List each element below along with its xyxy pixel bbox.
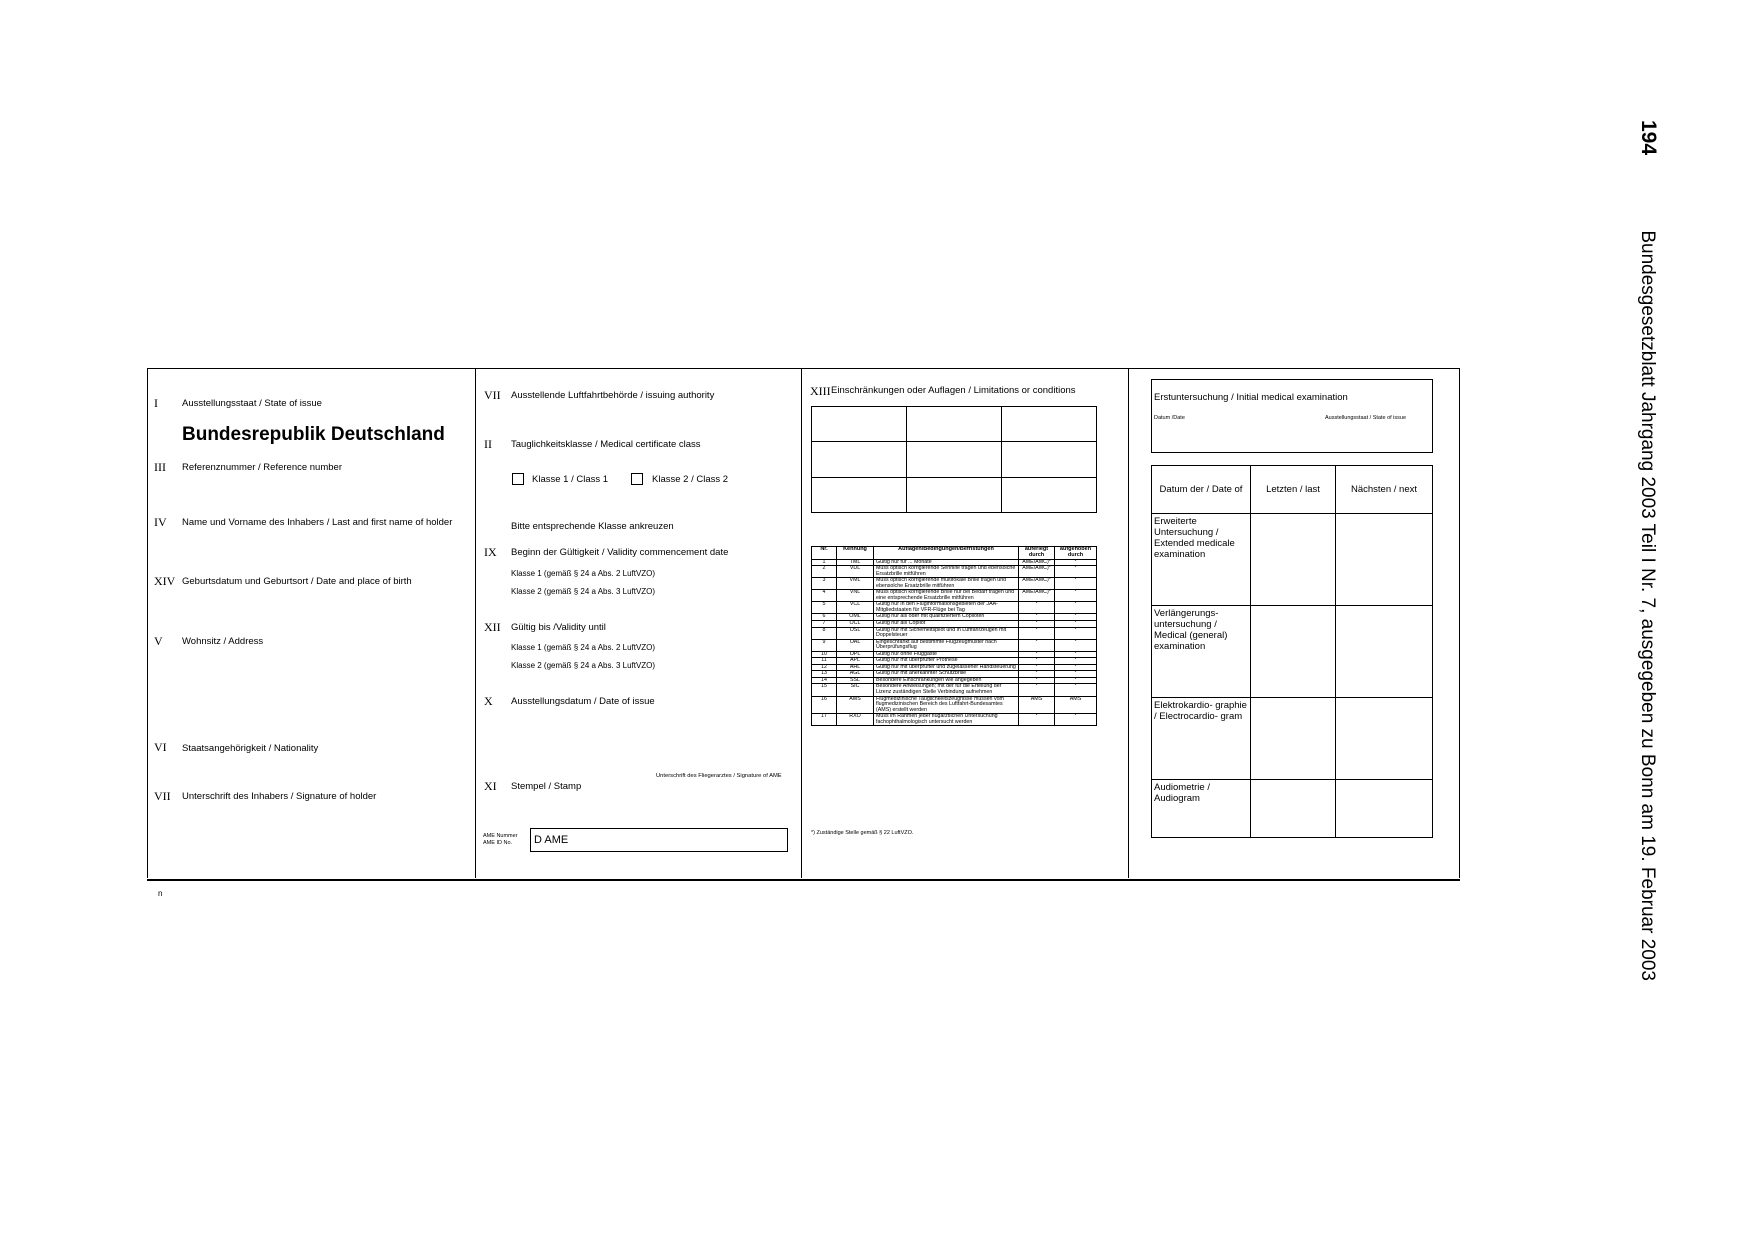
limitation-nr: 5 — [812, 602, 837, 614]
limitation-lifted-by: * — [1055, 684, 1097, 696]
limitation-row — [812, 714, 1097, 726]
initial-examination-box — [1151, 379, 1433, 453]
limitation-code: APL — [837, 658, 874, 665]
limitation-text: Eingeschränkt auf bestimmte Flugzeugmuster nach Überprüfungsflug — [874, 639, 1019, 651]
limitation-imposed-by: * — [1019, 602, 1055, 614]
limitation-code: OML — [837, 614, 874, 621]
form-right-border — [1459, 368, 1460, 878]
roman-XIII: XIII — [810, 384, 831, 398]
limitation-text: Besondere Einschränkungen wie angegeben — [874, 677, 1019, 684]
footer-mark: n — [158, 889, 163, 898]
limitation-row — [812, 578, 1097, 590]
col-last: Letzten / last — [1251, 466, 1336, 514]
limitation-text: Gültig nur als oder mit qualifiziertem Copiloten — [874, 614, 1019, 621]
limitation-text: Muss optisch korrigierende multifokale Brille tragen und ebensolche Ersatzbrille mitführen — [874, 578, 1019, 590]
limitation-text: Muss im Rahmen jeder flugärztlichen Untersuchung fachophthalmologisch untersucht werden — [874, 714, 1019, 726]
limitation-imposed-by: AME/AMC)* — [1019, 559, 1055, 566]
state-of-issue-value: Bundesrepublik Deutschland — [182, 424, 445, 445]
row-extended-exam: Erweiterte Untersuchung / Extended medicale examination — [1152, 514, 1251, 606]
limitation-nr: 17 — [812, 714, 837, 726]
limitation-text: Gültig nur in den Fluginformationsgebieten der JAA-Mitgliedstaaten für VFR-Flüge bei Tag — [874, 602, 1019, 614]
limitation-imposed-by: * — [1019, 677, 1055, 684]
limitation-nr: 6 — [812, 614, 837, 621]
limitation-row — [812, 639, 1097, 651]
audiogram-last-cell[interactable] — [1251, 780, 1336, 838]
roman-X: X — [484, 694, 493, 708]
roman-XIV: XIV — [154, 574, 176, 588]
limitation-text: Gültig nur mit überprüfter Prothese — [874, 658, 1019, 665]
holder-name-label: Name und Vorname des Inhabers / Last and first name of holder — [182, 517, 453, 528]
limitation-nr: 1 — [812, 559, 837, 566]
limitations-entry-grid — [811, 406, 1097, 513]
limitation-imposed-by: * — [1019, 684, 1055, 696]
limitation-imposed-by: * — [1019, 627, 1055, 639]
row-audiogram: Audiometrie / Audiogram — [1152, 780, 1251, 838]
ame-number-value: D AME — [534, 834, 569, 846]
limitation-imposed-by: * — [1019, 671, 1055, 678]
row-ecg: Elektrokardio- graphie / Electrocardio- gram — [1152, 698, 1251, 780]
limitation-lifted-by: * — [1055, 578, 1097, 590]
limitation-text: Gültig nur mit überprüfter und zugelassener Handsteuerung — [874, 664, 1019, 671]
limitation-lifted-by: * — [1055, 559, 1097, 566]
class-2-label: Klasse 2 / Class 2 — [652, 474, 729, 485]
limitation-cell[interactable] — [812, 407, 907, 442]
examination-table — [1151, 465, 1433, 838]
limitation-text: Gültig nur für ... Monate — [874, 559, 1019, 566]
validity-until-class-2: Klasse 2 (gemäß § 24 a Abs. 3 LuftVZO) — [511, 661, 656, 670]
limitation-nr: 10 — [812, 651, 837, 658]
limitation-cell[interactable] — [907, 407, 1002, 442]
limitation-nr: 9 — [812, 639, 837, 651]
limitation-row — [812, 696, 1097, 714]
roman-XI: XI — [484, 779, 497, 793]
general-next-cell[interactable] — [1336, 606, 1433, 698]
limitation-row — [812, 684, 1097, 696]
limitation-imposed-by: * — [1019, 658, 1055, 665]
state-of-issue-label: Ausstellungsstaat / State of issue — [182, 398, 322, 409]
limitation-text: Flugmedizinische Tauglichkeitszeugnisse müssen vom flugmedizinischen Bereich des Luftfahrt-Bundesamtes (AMS) erstellt werden — [874, 696, 1019, 714]
page-number: 194 — [1637, 120, 1660, 156]
limitation-lifted-by: * — [1055, 664, 1097, 671]
class-2-checkbox[interactable] — [631, 473, 643, 485]
ame-number-label-en: AME ID No. — [483, 840, 513, 846]
roman-VI: VI — [154, 740, 167, 754]
validity-start-class-1: Klasse 1 (gemäß § 24 a Abs. 2 LuftVZO) — [511, 569, 656, 578]
limitation-code: AHL — [837, 664, 874, 671]
limitation-nr: 7 — [812, 621, 837, 628]
stamp-label: Stempel / Stamp — [511, 781, 582, 792]
limitation-row — [812, 566, 1097, 578]
col-header-lifted: aufgehoben durch — [1055, 547, 1097, 560]
limitation-text: Gültig nur mit Sicherheitspilot und in Luftfahrzeugen mit Doppelsteuer — [874, 627, 1019, 639]
limitation-nr: 8 — [812, 627, 837, 639]
address-label: Wohnsitz / Address — [182, 636, 264, 647]
limitation-imposed-by: AME/AMC)* — [1019, 578, 1055, 590]
limitations-label: Einschränkungen oder Auflagen / Limitations or conditions — [831, 385, 1076, 396]
roman-IX: IX — [484, 545, 497, 559]
limitation-nr: 15 — [812, 684, 837, 696]
limitation-code: VDL — [837, 566, 874, 578]
limitation-code: AMS — [837, 696, 874, 714]
col-date-of: Datum der / Date of — [1152, 466, 1251, 514]
limitation-code: OPL — [837, 651, 874, 658]
col-next: Nächsten / next — [1336, 466, 1433, 514]
validity-until-class-1: Klasse 1 (gemäß § 24 a Abs. 2 LuftVZO) — [511, 643, 656, 652]
limitation-code: SIC — [837, 684, 874, 696]
limitation-imposed-by: AMS — [1019, 696, 1055, 714]
limitation-code: OAL — [837, 639, 874, 651]
limitations-code-table — [811, 546, 1097, 726]
limitation-code: AGL — [837, 671, 874, 678]
limitation-cell[interactable] — [1002, 477, 1097, 512]
limitation-nr: 11 — [812, 658, 837, 665]
limitation-code: VML — [837, 578, 874, 590]
limitation-lifted-by: * — [1055, 714, 1097, 726]
limitation-nr: 4 — [812, 590, 837, 602]
limitation-imposed-by: * — [1019, 639, 1055, 651]
limitation-lifted-by: * — [1055, 658, 1097, 665]
class-1-checkbox[interactable] — [512, 473, 524, 485]
limitation-cell[interactable] — [907, 442, 1002, 477]
audiogram-next-cell[interactable] — [1336, 780, 1433, 838]
col-header-nr: Nr. — [812, 547, 837, 560]
limitation-nr: 13 — [812, 671, 837, 678]
limitation-cell[interactable] — [1002, 407, 1097, 442]
limitation-code: RXO — [837, 714, 874, 726]
limitation-cell[interactable] — [1002, 442, 1097, 477]
date-of-issue-label: Ausstellungsdatum / Date of issue — [511, 696, 655, 707]
ecg-last-cell[interactable] — [1251, 698, 1336, 780]
limitation-lifted-by: * — [1055, 639, 1097, 651]
validity-start-label: Beginn der Gültigkeit / Validity commencement date — [511, 547, 729, 558]
limitation-lifted-by: * — [1055, 677, 1097, 684]
limitation-imposed-by: * — [1019, 664, 1055, 671]
limitation-row — [812, 627, 1097, 639]
roman-II: II — [484, 437, 492, 451]
limitation-text: Muss optisch korrigierende Brille nur bei Bedarf tragen und eine entsprechende Ersatzbrille mitführen — [874, 590, 1019, 602]
row-general-exam: Verlängerungs- untersuchung / Medical (general) examination — [1152, 606, 1251, 698]
authority-footnote: *) Zuständige Stelle gemäß § 22 LuftVZO. — [811, 830, 914, 836]
birth-label: Geburtsdatum und Geburtsort / Date and place of birth — [182, 576, 412, 587]
limitation-imposed-by: * — [1019, 621, 1055, 628]
initial-date-label: Datum /Date — [1154, 415, 1185, 421]
limitation-code: VCL — [837, 602, 874, 614]
limitation-imposed-by: * — [1019, 651, 1055, 658]
col-header-code: Kennung — [837, 547, 874, 560]
roman-V: V — [154, 634, 163, 648]
panel-divider-1 — [475, 368, 476, 878]
limitation-lifted-by: * — [1055, 671, 1097, 678]
limitation-text: Gültig nur ohne Fluggäste — [874, 651, 1019, 658]
class-1-label: Klasse 1 / Class 1 — [532, 474, 609, 485]
panel-divider-3 — [1128, 368, 1129, 878]
limitation-code: TML — [837, 559, 874, 566]
limitation-cell[interactable] — [812, 442, 907, 477]
limitation-lifted-by: * — [1055, 627, 1097, 639]
col-header-conditions: Auflagen/Bedingungen/Befristungen — [874, 547, 1019, 560]
roman-III: III — [154, 460, 166, 474]
tick-class-note: Bitte entsprechende Klasse ankreuzen — [511, 521, 674, 532]
limitation-lifted-by: AMS — [1055, 696, 1097, 714]
initial-state-label: Ausstellungsstaat / State of issue — [1325, 415, 1407, 421]
limitation-code: OCL — [837, 621, 874, 628]
limitation-text: Gültig nur als Copilot — [874, 621, 1019, 628]
col-header-imposed: auferlegt durch — [1019, 547, 1055, 560]
limitation-code: SSL — [837, 677, 874, 684]
roman-IV: IV — [154, 515, 167, 529]
form-left-border — [147, 368, 148, 878]
extended-next-cell[interactable] — [1336, 514, 1433, 606]
limitation-code: VNL — [837, 590, 874, 602]
validity-until-label: Gültig bis /Validity until — [511, 622, 606, 633]
limitation-row — [812, 602, 1097, 614]
limitation-nr: 16 — [812, 696, 837, 714]
limitation-imposed-by: AME/AMC)* — [1019, 590, 1055, 602]
limitation-nr: 3 — [812, 578, 837, 590]
ame-number-label-de: AME Nummer — [483, 833, 518, 839]
general-last-cell[interactable] — [1251, 606, 1336, 698]
panel-divider-2 — [801, 368, 802, 878]
limitation-lifted-by: * — [1055, 621, 1097, 628]
limitation-text: Muss optisch korrigierende Sehhilfe tragen und ebensolche Ersatzbrille mitführen — [874, 566, 1019, 578]
issuing-authority-label: Ausstellende Luftfahrtbehörde / issuing authority — [511, 390, 715, 401]
nationality-label: Staatsangehörigkeit / Nationality — [182, 743, 319, 754]
running-header — [1628, 120, 1668, 1020]
roman-VII-holder: VII — [154, 789, 171, 803]
limitation-text: Besondere Anweisungen; mit der für die Erteilung der Lizenz zuständigen Stelle Verbindung aufnehmen — [874, 684, 1019, 696]
limitation-text: Gültig nur mit anerkannter Schutzbrille — [874, 671, 1019, 678]
ame-signature-label: Unterschrift des Fliegerarztes / Signature of AME — [656, 773, 782, 779]
limitation-imposed-by: AME/AMC)* — [1019, 566, 1055, 578]
holder-signature-label: Unterschrift des Inhabers / Signature of holder — [182, 791, 377, 802]
limitation-cell[interactable] — [812, 477, 907, 512]
publication-title: Bundesgesetzblatt Jahrgang 2003 Teil I Nr. 7, ausgegeben zu Bonn am 19. Februar 2003 — [1637, 230, 1658, 981]
limitation-imposed-by: * — [1019, 614, 1055, 621]
roman-XII: XII — [484, 620, 501, 634]
limitation-nr: 14 — [812, 677, 837, 684]
roman-VII-authority: VII — [484, 388, 501, 402]
roman-I: I — [154, 396, 158, 410]
limitation-nr: 12 — [812, 664, 837, 671]
limitation-lifted-by: * — [1055, 602, 1097, 614]
ame-number-field[interactable] — [530, 828, 788, 852]
limitation-imposed-by: * — [1019, 714, 1055, 726]
limitation-cell[interactable] — [907, 477, 1002, 512]
reference-number-label: Referenznummer / Reference number — [182, 462, 342, 473]
certificate-class-label: Tauglichkeitsklasse / Medical certificate class — [511, 439, 701, 450]
limitation-lifted-by: * — [1055, 566, 1097, 578]
limitation-row — [812, 590, 1097, 602]
limitation-lifted-by: * — [1055, 651, 1097, 658]
validity-start-class-2: Klasse 2 (gemäß § 24 a Abs. 3 LuftVZO) — [511, 587, 656, 596]
limitation-lifted-by: * — [1055, 590, 1097, 602]
limitation-code: OSL — [837, 627, 874, 639]
extended-last-cell[interactable] — [1251, 514, 1336, 606]
limitation-lifted-by: * — [1055, 614, 1097, 621]
limitation-nr: 2 — [812, 566, 837, 578]
initial-examination-title: Erstuntersuchung / Initial medical examination — [1154, 392, 1348, 403]
ecg-next-cell[interactable] — [1336, 698, 1433, 780]
